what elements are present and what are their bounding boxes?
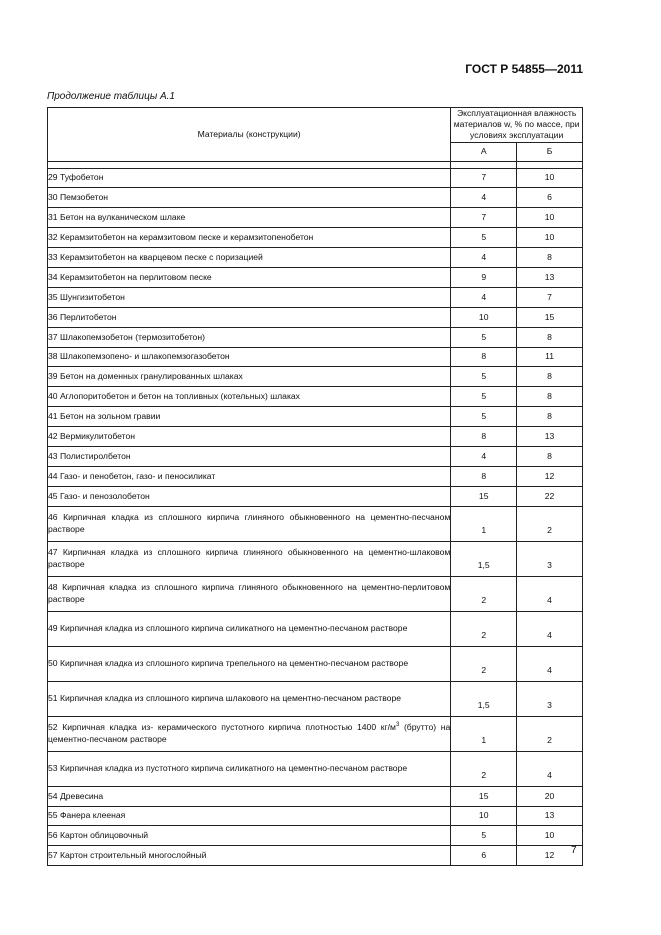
- value-b: 15: [517, 307, 583, 327]
- value-a: 5: [451, 407, 517, 427]
- value-a: 8: [451, 347, 517, 367]
- table-row: [48, 466, 583, 486]
- value-b: 13: [517, 427, 583, 447]
- value-b: 22: [517, 486, 583, 506]
- table-row: [48, 307, 583, 327]
- value-b: 8: [517, 248, 583, 268]
- document-code: ГОСТ Р 54855—2011: [465, 62, 583, 76]
- value-b: 10: [517, 168, 583, 188]
- table-row: [48, 506, 583, 541]
- value-b: 8: [517, 446, 583, 466]
- value-a: 15: [451, 786, 517, 806]
- table-row: [48, 646, 583, 681]
- material-name: 51 Кирпичная кладка из сплошного кирпича шлакового на цементно-песчаном растворе: [48, 681, 451, 716]
- table-row: [48, 327, 583, 347]
- value-b: 8: [517, 327, 583, 347]
- material-name: 36 Перлитобетон: [48, 307, 451, 327]
- table-row: [48, 347, 583, 367]
- table-row: [48, 188, 583, 208]
- material-name: 44 Газо- и пенобетон, газо- и пеносиликат: [48, 466, 451, 486]
- table-row: [48, 486, 583, 506]
- value-b: 20: [517, 786, 583, 806]
- table-caption: Продолжение таблицы А.1: [47, 91, 175, 102]
- material-name: 45 Газо- и пенозолобетон: [48, 486, 451, 506]
- value-a: 2: [451, 611, 517, 646]
- material-name: 38 Шлакопемзопено- и шлакопемзогазобетон: [48, 347, 451, 367]
- value-b: 8: [517, 387, 583, 407]
- value-b: 4: [517, 646, 583, 681]
- value-a: 4: [451, 188, 517, 208]
- value-a: 4: [451, 446, 517, 466]
- value-a: 2: [451, 576, 517, 611]
- material-name: 30 Пемзобетон: [48, 188, 451, 208]
- value-a: 6: [451, 846, 517, 866]
- value-b: 4: [517, 576, 583, 611]
- value-b: 3: [517, 541, 583, 576]
- value-a: 5: [451, 228, 517, 248]
- table-row: [48, 786, 583, 806]
- material-name: 42 Вермикулитобетон: [48, 427, 451, 447]
- value-b: 13: [517, 806, 583, 826]
- page-number: 7: [571, 845, 577, 856]
- value-b: 4: [517, 611, 583, 646]
- table-row: [48, 541, 583, 576]
- value-b: 10: [517, 826, 583, 846]
- table-row: [48, 367, 583, 387]
- value-b: 3: [517, 681, 583, 716]
- table-row: [48, 751, 583, 786]
- material-name: 52 Кирпичная кладка из- керамического пустотного кирпича плотностью 1400 $кг/м^3$ (брутто) на цементно-песчаном растворе: [48, 716, 451, 751]
- material-name: 46 Кирпичная кладка из сплошного кирпича глиняного обыкновенного на цементно-песчаном растворе: [48, 506, 451, 541]
- value-a: 4: [451, 287, 517, 307]
- table-row: [48, 168, 583, 188]
- value-b: 12: [517, 466, 583, 486]
- table-row: [48, 387, 583, 407]
- value-a: 5: [451, 327, 517, 347]
- value-a: 5: [451, 387, 517, 407]
- table-row: [48, 267, 583, 287]
- material-name: 53 Кирпичная кладка из пустотного кирпича силикатного на цементно-песчаном растворе: [48, 751, 451, 786]
- value-b: 2: [517, 506, 583, 541]
- table-row: [48, 576, 583, 611]
- value-a: 1,5: [451, 681, 517, 716]
- value-b: 4: [517, 751, 583, 786]
- value-a: 5: [451, 367, 517, 387]
- table-row: [48, 846, 583, 866]
- material-name: 55 Фанера клееная: [48, 806, 451, 826]
- material-name: 33 Керамзитобетон на кварцевом песке с поризацией: [48, 248, 451, 268]
- value-a: 7: [451, 168, 517, 188]
- spacer-row: [48, 161, 583, 168]
- material-name: 40 Аглопоритобетон и бетон на топливных (котельных) шлаках: [48, 387, 451, 407]
- value-a: 1,5: [451, 541, 517, 576]
- material-name: 32 Керамзитобетон на керамзитовом песке и керамзитопенобетон: [48, 228, 451, 248]
- table-row: [48, 806, 583, 826]
- table-row: [48, 826, 583, 846]
- material-name: 34 Керамзитобетон на перлитовом песке: [48, 267, 451, 287]
- material-name: 57 Картон строительный многослойный: [48, 846, 451, 866]
- material-name: 37 Шлакопемзобетон (термозитобетон): [48, 327, 451, 347]
- column-header-humidity: Эксплуатационная влажность материалов w, % по массе, при условиях эксплуатации: [451, 108, 583, 143]
- value-a: 15: [451, 486, 517, 506]
- table-row: [48, 287, 583, 307]
- value-b: 12: [517, 846, 583, 866]
- value-a: 10: [451, 806, 517, 826]
- value-a: 9: [451, 267, 517, 287]
- value-a: 1: [451, 506, 517, 541]
- value-b: 2: [517, 716, 583, 751]
- table-row: [48, 446, 583, 466]
- value-a: 2: [451, 646, 517, 681]
- value-a: 7: [451, 208, 517, 228]
- table-row: [48, 681, 583, 716]
- value-a: 1: [451, 716, 517, 751]
- table-row: [48, 407, 583, 427]
- material-name: 35 Шунгизитобетон: [48, 287, 451, 307]
- table-row: [48, 248, 583, 268]
- value-b: 7: [517, 287, 583, 307]
- value-a: 4: [451, 248, 517, 268]
- material-name: 50 Кирпичная кладка из сплошного кирпича трепельного на цементно-песчаном растворе: [48, 646, 451, 681]
- material-name: 31 Бетон на вулканическом шлаке: [48, 208, 451, 228]
- value-b: 8: [517, 367, 583, 387]
- table-row: [48, 208, 583, 228]
- material-name: 47 Кирпичная кладка из сплошного кирпича глиняного обыкновенного на цементно-шлаковом растворе: [48, 541, 451, 576]
- value-a: 8: [451, 466, 517, 486]
- material-name: 39 Бетон на доменных гранулированных шлаках: [48, 367, 451, 387]
- value-a: 2: [451, 751, 517, 786]
- material-name: 54 Древесина: [48, 786, 451, 806]
- table-row: [48, 716, 583, 751]
- table-row: [48, 611, 583, 646]
- column-header-a: А: [451, 142, 517, 161]
- value-b: 6: [517, 188, 583, 208]
- material-name: 48 Кирпичная кладка из сплошного кирпича глиняного обыкновенного на цементно-перлитовом растворе: [48, 576, 451, 611]
- value-a: 8: [451, 427, 517, 447]
- value-a: 10: [451, 307, 517, 327]
- value-a: 5: [451, 826, 517, 846]
- column-header-materials: Материалы (конструкции): [48, 108, 451, 162]
- table-row: [48, 427, 583, 447]
- material-name: 43 Полистиролбетон: [48, 446, 451, 466]
- value-b: 10: [517, 208, 583, 228]
- value-b: 11: [517, 347, 583, 367]
- table-row: [48, 228, 583, 248]
- material-name: 29 Туфобетон: [48, 168, 451, 188]
- value-b: 13: [517, 267, 583, 287]
- material-name: 56 Картон облицовочный: [48, 826, 451, 846]
- value-b: 10: [517, 228, 583, 248]
- value-b: 8: [517, 407, 583, 427]
- material-name: 41 Бетон на зольном гравии: [48, 407, 451, 427]
- materials-table: [47, 107, 583, 866]
- material-name: 49 Кирпичная кладка из сплошного кирпича силикатного на цементно-песчаном растворе: [48, 611, 451, 646]
- column-header-b: Б: [517, 142, 583, 161]
